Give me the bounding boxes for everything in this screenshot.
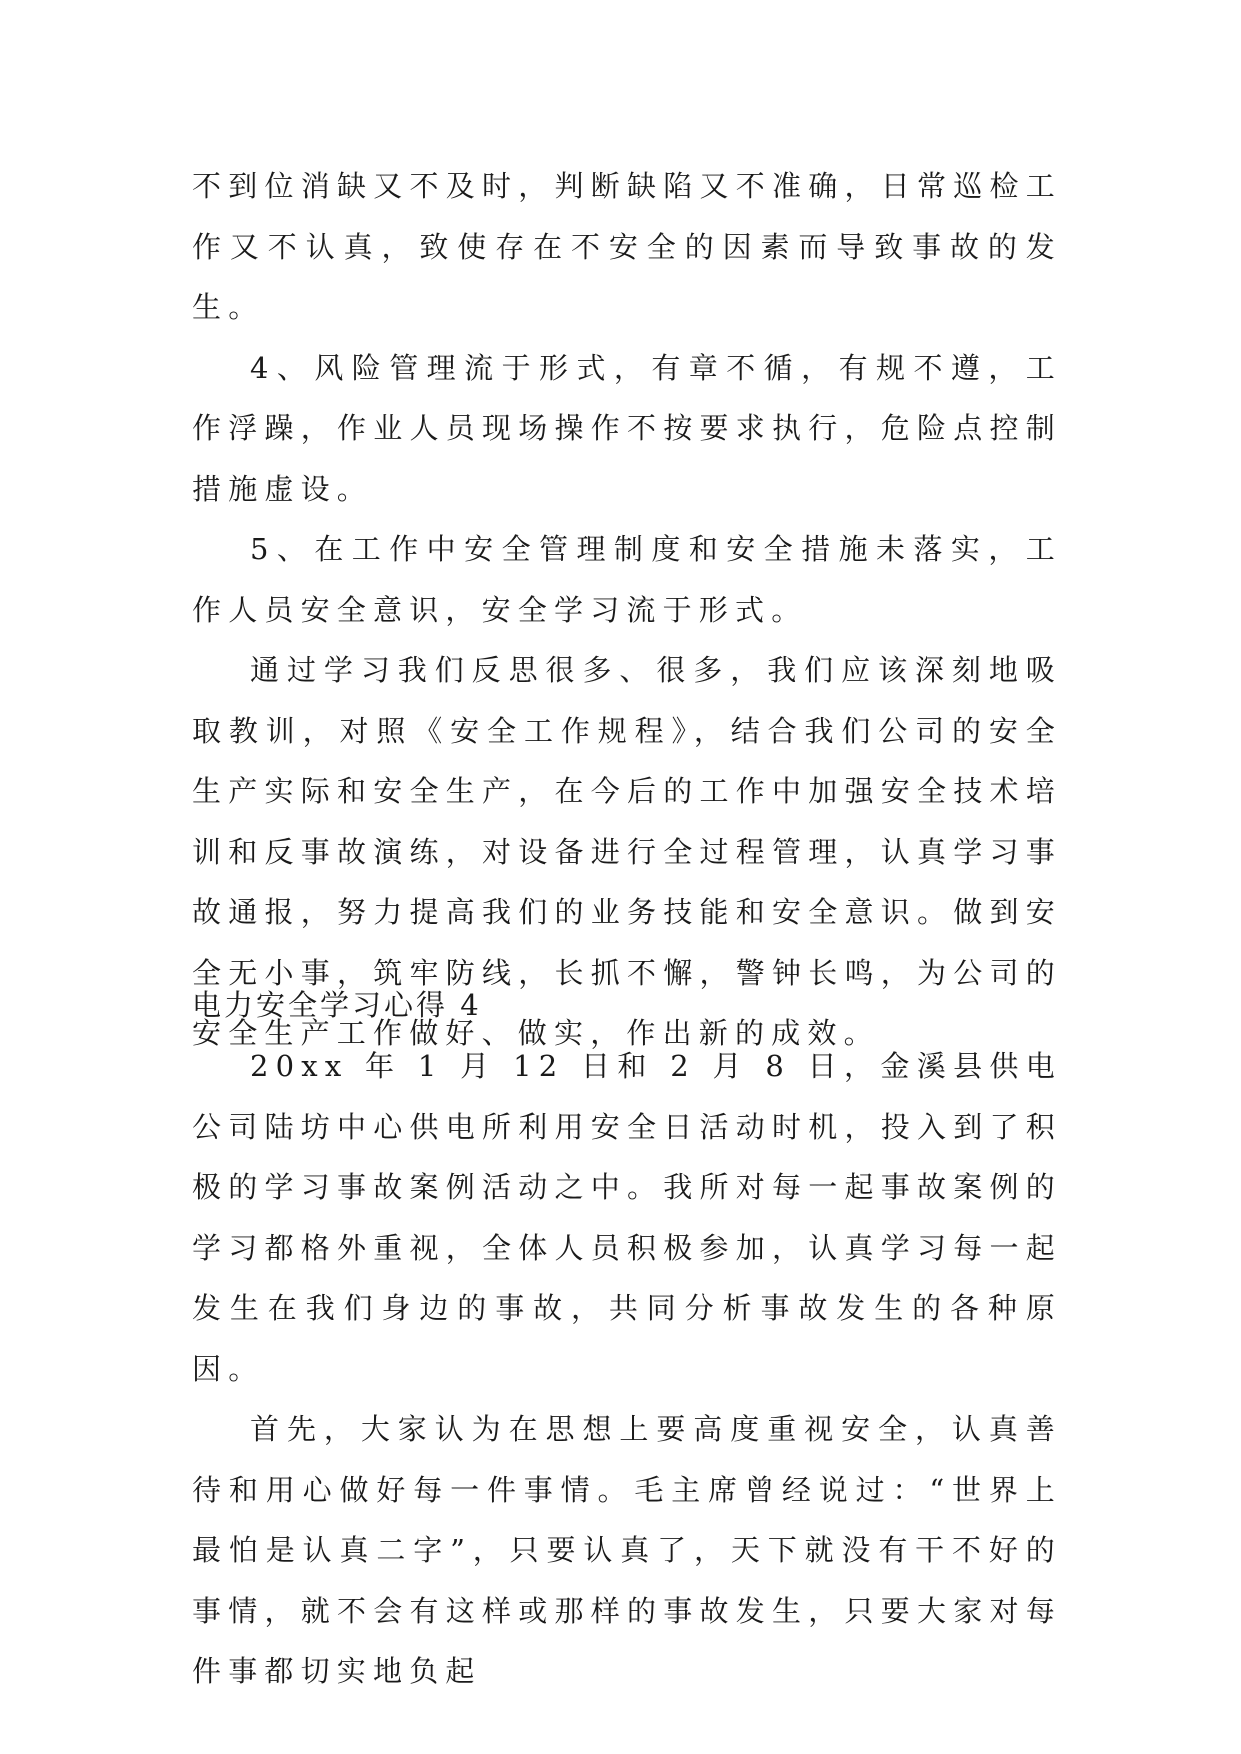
paragraph-item-4: 4、风险管理流于形式，有章不循，有规不遵，工作浮躁，作业人员现场操作不按要求执行，危险点控制措施虚设。 (192, 350, 1062, 506)
top-text-block (192, 156, 1062, 1064)
paragraph-first-point: 首先，大家认为在思想上要高度重视安全，认真善待和用心做好每一件事情。毛主席曾经说过：“世界上最怕是认真二字”，只要认真了，天下就没有干不好的事情，就不会有这样或那样的事故发生，只要大家对每件事都切实地负起 (192, 1412, 1062, 1688)
paragraph-continuation: 不到位消缺又不及时，判断缺陷又不准确，日常巡检工作又不认真，致使存在不安全的因素而导致事故的发生。 (192, 169, 1062, 324)
paragraph-intro: 20xx 年 1 月 12 日和 2 月 8 日，金溪县供电公司陆坊中心供电所利用安全日活动时机，投入到了积极的学习事故案例活动之中。我所对每一起事故案例的学习都格外重视，全体人员积极参加，认真学习每一起发生在我们身边的事故，共同分析事故发生的各种原因。 (192, 1049, 1062, 1386)
bottom-text-block (192, 1036, 1062, 1702)
section-heading: 电力安全学习心得 4 (192, 988, 482, 1022)
paragraph-item-5: 5、在工作中安全管理制度和安全措施未落实，工作人员安全意识，安全学习流于形式。 (192, 532, 1062, 627)
paragraph-reflection: 通过学习我们反思很多、很多，我们应该深刻地吸取教训，对照《安全工作规程》，结合我们公司的安全生产实际和安全生产，在今后的工作中加强安全技术培训和反事故演练，对设备进行全过程管理，认真学习事故通报，努力提高我们的业务技能和安全意识。做到安全无小事，筑牢防线，长抓不懈，警钟长鸣，为公司的安全生产工作做好、做实，作出新的成效。 (192, 653, 1062, 1050)
